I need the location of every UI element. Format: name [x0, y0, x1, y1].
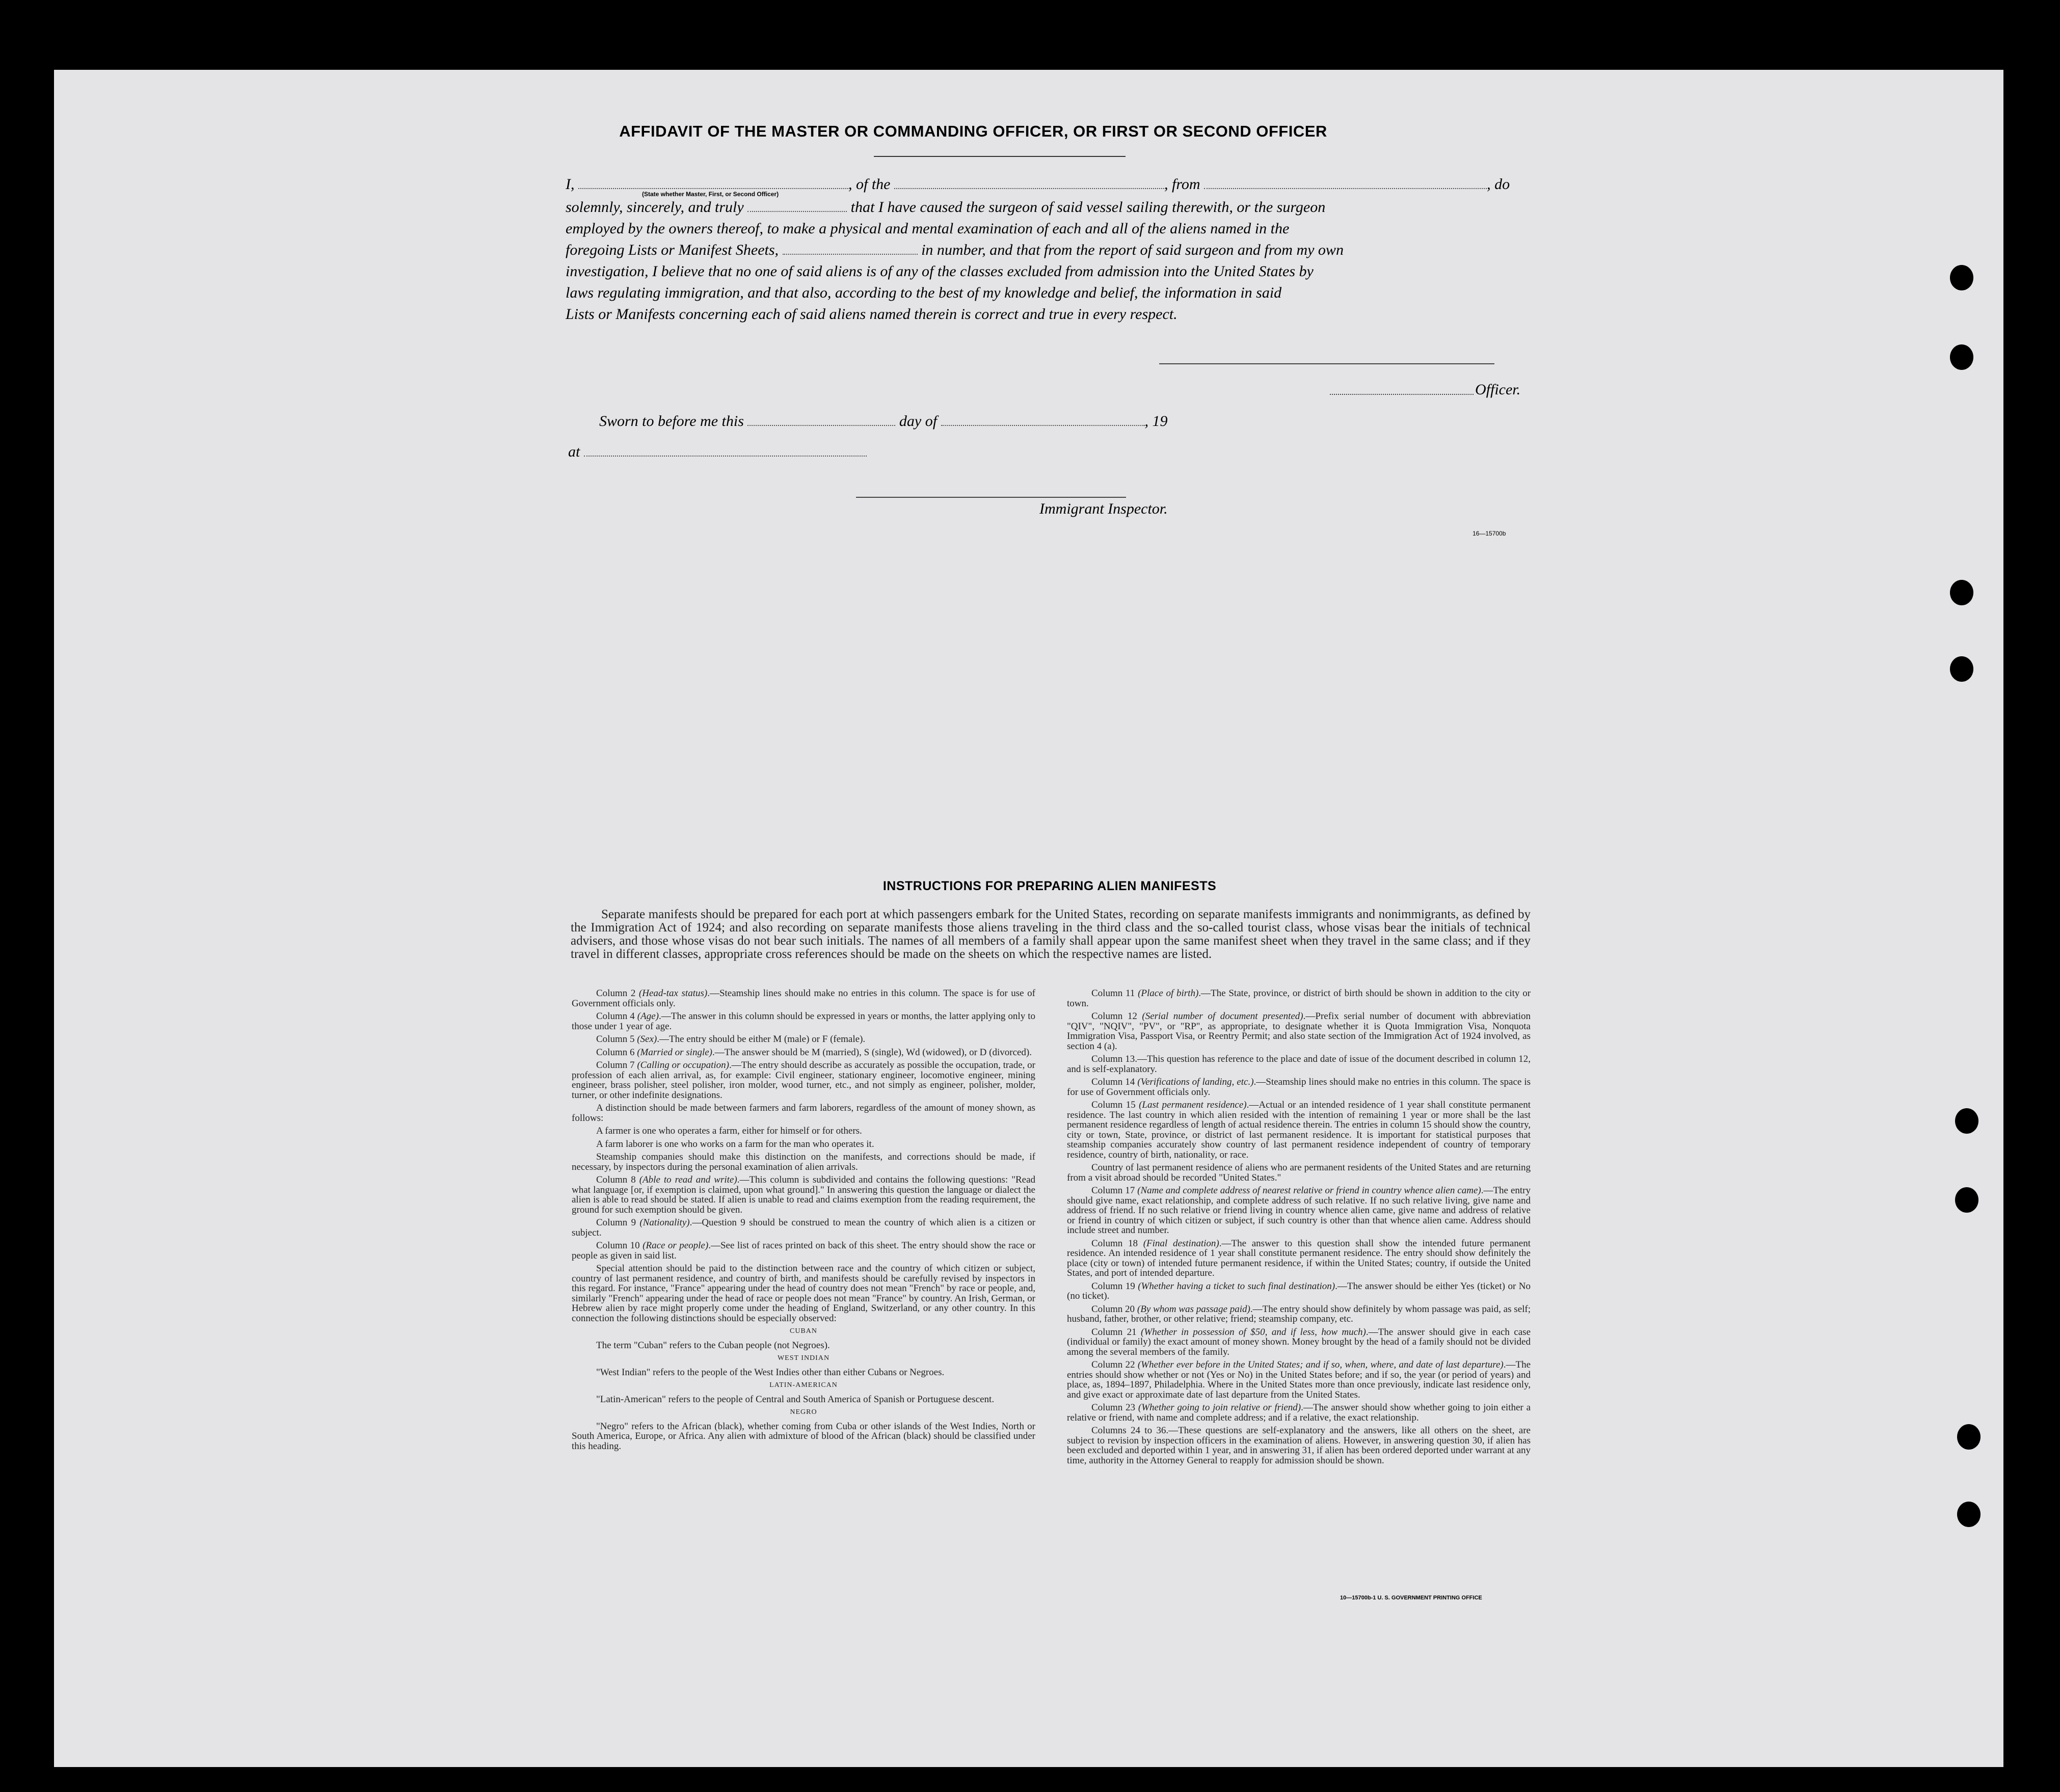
column-14-instruction: Column 14 (Verifications of landing, etc.).—Steamship lines should make no entries in this column. The space is for use of Government officials only. [1067, 1077, 1531, 1098]
title-rule [874, 156, 1126, 157]
column-4-instruction: Column 4 (Age).—The answer in this column should be expressed in years or months, the latter applying only to those under 1 year of age. [572, 1011, 1035, 1032]
sworn-month-blank[interactable] [941, 415, 1145, 426]
column-20-instruction: Column 20 (By whom was passage paid).—The entry should show definitely by whom passage was paid, as self; husband, father, brother, or other relative; friend; steamship company, etc. [1067, 1303, 1531, 1324]
column-7-instruction: Column 7 (Calling or occupation).—The entry should describe as accurately as possible the occupation, trade, or profession of each alien arrival, as, for example: Civil engineer, stationary engineer, locomotive engineer, mining engineer, brass polisher, steel polisher, iron molder, wood turner, etc., and not simply as engineer, polisher, molder, turner, or other indefinite designations. [572, 1060, 1036, 1101]
instructions-right-column [1067, 988, 1531, 1468]
cuban-heading: CUBAN [789, 1327, 817, 1335]
west-indian-heading: WEST INDIAN [777, 1354, 830, 1362]
column-18-instruction: Column 18 (Final destination).—The answer to this question shall show the intended future permanent residence. An intended residence of 1 year shall constitute permanent residence. The entry should show definitely the place (city or town) of intended future permanent residence, if within the United States; country, if outside the United States, and port of intended departure. [1067, 1238, 1531, 1278]
form-number: 16—15700b [1473, 530, 1506, 537]
sworn-line: Sworn to before me this day of , 19 [599, 413, 1168, 430]
rank-blank[interactable] [578, 178, 848, 189]
negro-heading: NEGRO [790, 1408, 817, 1416]
signature-line[interactable] [1159, 363, 1494, 364]
column-15-instruction: Column 15 (Last permanent residence).—Actual or an intended residence of 1 year shall constitute permanent residence. The last country in which alien resided with the intention of remaining 1 year or more shall be the last permanent residence regardless of length of actual residence therein. The entries in column 15 should show the country, city or town, State, province, or district of last permanent residence. It is important for statistical purposes that steamship companies accurately show country of last permanent residence independent of country of temporary residence, country of birth, nationality, or race. [1067, 1100, 1531, 1160]
inspector-label: Immigrant Inspector. [1039, 500, 1168, 517]
affidavit-line-2: solemnly, sincerely, and truly that I have caused the surgeon of said vessel sailing therewith, or the surgeon [566, 199, 1326, 216]
sheet-count-blank[interactable] [783, 244, 918, 255]
binder-hole [1950, 656, 1973, 682]
latin-american-heading: LATIN-AMERICAN [769, 1381, 838, 1389]
rank-note: (State whether Master, First, or Second Officer) [642, 191, 779, 198]
column-12-instruction: Column 12 (Serial number of document presented).—Prefix serial number of document with abbreviation "QIV", "NQIV", "PV", or "RP", as appropriate, to designate whether it is Quota Immigration Visa, Nonquota Immigration Visa, Passport Visa, or Reentry Permit; and also state section of the Immigration Act of 1924 involved, as section 4 (a). [1067, 1011, 1531, 1052]
cuban-paragraph: The term "Cuban" refers to the Cuban people (not Negroes). [596, 1340, 830, 1351]
columns-24-36-instruction: Columns 24 to 36.—These questions are self-explanatory and the answers, like all others on the sheet, are subject to revision by inspection officers in the examination of aliens. However, in answering question 30, if alien has been excluded and deported within 1 year, and in answering 31, if alien has been ordered deported under warrant at any time, authority in the Attorney General to reapply for admission should be shown. [1067, 1425, 1531, 1466]
column-13-instruction: Column 13.—This question has reference to the place and date of issue of the document described in column 12, and is self-explanatory. [1067, 1054, 1531, 1075]
place-blank[interactable] [584, 445, 867, 457]
port-blank[interactable] [1204, 178, 1487, 189]
officer-label: Officer. [1475, 381, 1521, 398]
column-21-instruction: Column 21 (Whether in possession of $50, and if less, how much).—The answer should give in each case (individual or family) the exact amount of money shown. Money brought by the head of a family should not be divided among the several members of the family. [1067, 1326, 1531, 1357]
affidavit-line-3: employed by the owners thereof, to make a physical and mental examination of each and all of the aliens named in the [566, 220, 1290, 237]
column-17-instruction: Column 17 (Name and complete address of nearest relative or friend in country whence alien came).—The entry should give name, exact relationship, and complete address of such relative. If no such relative living, give name and address of friend. If no such relative or friend living in country whence alien came, give name and address of relative or friend in country of which citizen or subject, if such country is other than that whence alien came. Address should include street and number. [1067, 1185, 1531, 1236]
sworn-day-blank[interactable] [747, 415, 895, 426]
vessel-name-blank[interactable] [894, 178, 1164, 189]
instructions-intro: Separate manifests should be prepared for each port at which passengers embark for the United States, recording on separate manifests immigrants and nonimmigrants, as defined by the Immigration Act of 1924; and also recording on separate manifests those aliens traveling in the third class and the so-called tourist class, whose visas bear the initials of technical advisers, and those whose visas do not bear such initials. The names of all members of a family shall appear upon the same manifest sheet when they travel in the same class; and if they travel in different classes, appropriate cross references should be made on the sheets on which the respective names are listed. [571, 907, 1531, 961]
farmer-paragraph: A farmer is one who operates a farm, either for himself or for others. [596, 1126, 862, 1136]
column-9-instruction: Column 9 (Nationality).—Question 9 should be construed to mean the country of which alien is a citizen or subject. [572, 1217, 1035, 1238]
oath-blank[interactable] [747, 201, 847, 212]
west-indian-paragraph: "West Indian" refers to the people of the West Indies other than either Cubans or Negroes. [596, 1367, 945, 1378]
column-5-instruction: Column 5 (Sex).—The entry should be either M (male) or F (female). [596, 1034, 866, 1045]
column-2-instruction: Column 2 (Head-tax status).—Steamship lines should make no entries in this column. The space is for use of Government officials only. [572, 988, 1036, 1009]
latin-american-paragraph: "Latin-American" refers to the people of Central and South America of Spanish or Portuguese descent. [596, 1394, 995, 1405]
place-line: at [568, 443, 867, 461]
column-22-instruction: Column 22 (Whether ever before in the United States; and if so, when, where, and date of last departure).—The entries should show whether or not (Yes or No) in the United States before; and if so, the year (or period of years) and place, as, 1894–1897, Philadelphia. Where in the United States more than once previously, indicate last residence only, and give exact or approximate date of last departure from the United States. [1067, 1359, 1531, 1400]
affidavit-line-4: foregoing Lists or Manifest Sheets, in number, and that from the report of said surgeon and from my own [566, 242, 1344, 258]
column-6-instruction: Column 6 (Married or single).—The answer should be M (married), S (single), Wd (widowed), or D (divorced). [596, 1047, 1032, 1058]
binder-hole [1950, 344, 1973, 370]
column-11-instruction: Column 11 (Place of birth).—The State, province, or district of birth should be shown in addition to the city or town. [1067, 988, 1531, 1009]
binder-hole [1950, 580, 1973, 605]
binder-hole [1950, 265, 1973, 290]
column-19-instruction: Column 19 (Whether having a ticket to such final destination).—The answer should be either Yes (ticket) or No (no ticket). [1067, 1280, 1531, 1301]
binder-hole [1957, 1502, 1981, 1527]
affidavit-line-6: laws regulating immigration, and that also, according to the best of my knowledge and belief, the information in said [566, 284, 1282, 301]
special-attention-paragraph: Special attention should be paid to the distinction between race and the country of which citizen or subject, country of last permanent residence, and country of birth, and manifests should be carefully revised by inspectors in this regard. For instance, "France" appearing under the head of country does not mean "French" by race or people, and, similarly "French" appearing under the head of race or people does not mean "France" by country. An Irish, German, or Hebrew alien by race might properly come under the heading of England, Switzerland, or any other country. In this connection the following distinctions should be especially observed: [572, 1263, 1035, 1324]
affidavit-title: AFFIDAVIT OF THE MASTER OR COMMANDING OFFICER, OR FIRST OR SECOND OFFICER [619, 122, 1327, 140]
steamship-paragraph: Steamship companies should make this distinction on the manifests, and corrections should be made, if necessary, by inspectors during the personal examination of alien arrivals. [572, 1152, 1035, 1172]
country-residence-paragraph: Country of last permanent residence of aliens who are permanent residents of the United States and are returning from a visit abroad should be recorded "United States." [1067, 1162, 1531, 1183]
farm-laborer-paragraph: A farm laborer is one who works on a farm for the man who operates it. [596, 1138, 874, 1149]
affidavit-line-1: I, , of the , from , do [566, 176, 1510, 193]
inspector-signature-line[interactable] [856, 497, 1126, 498]
binder-hole [1955, 1108, 1978, 1134]
printing-office-note: 10—15700b-1 U. S. GOVERNMENT PRINTING OFFICE [1340, 1595, 1482, 1601]
distinction-paragraph: A distinction should be made between farmers and farm laborers, regardless of the amount of money shown, as follows: [572, 1103, 1035, 1124]
officer-signature-line[interactable] [1330, 394, 1474, 395]
column-23-instruction: Column 23 (Whether going to join relative or friend).—The answer should show whether going to join either a relative or friend, with name and complete address; and if a relative, the exact relationship. [1067, 1402, 1531, 1423]
negro-paragraph: "Negro" refers to the African (black), whether coming from Cuba or other islands of the West Indies, North or South America, Europe, or Africa. Any alien with admixture of blood of the African (black) should be classified under this heading. [572, 1421, 1035, 1452]
instructions-title: INSTRUCTIONS FOR PREPARING ALIEN MANIFESTS [882, 879, 1217, 893]
binder-hole [1955, 1187, 1978, 1213]
binder-hole [1957, 1424, 1981, 1450]
affidavit-line-7: Lists or Manifests concerning each of said aliens named therein is correct and true in every respect. [566, 306, 1178, 323]
instructions-left-column [572, 988, 1035, 1454]
column-10-instruction: Column 10 (Race or people).—See list of races printed on back of this sheet. The entry should show the race or people as given in said list. [572, 1240, 1036, 1261]
column-8-instruction: Column 8 (Able to read and write).—This column is subdivided and contains the following questions: "Read what language [or, if exemption is claimed, upon what ground]." In answering this question the language or dialect the alien is able to read should be stated. If alien is unable to read and claims exemption from the reading requirement, the ground for such exemption should be given. [572, 1174, 1036, 1215]
affidavit-line-5: investigation, I believe that no one of said aliens is of any of the classes excluded from admission into the United States by [566, 263, 1314, 280]
